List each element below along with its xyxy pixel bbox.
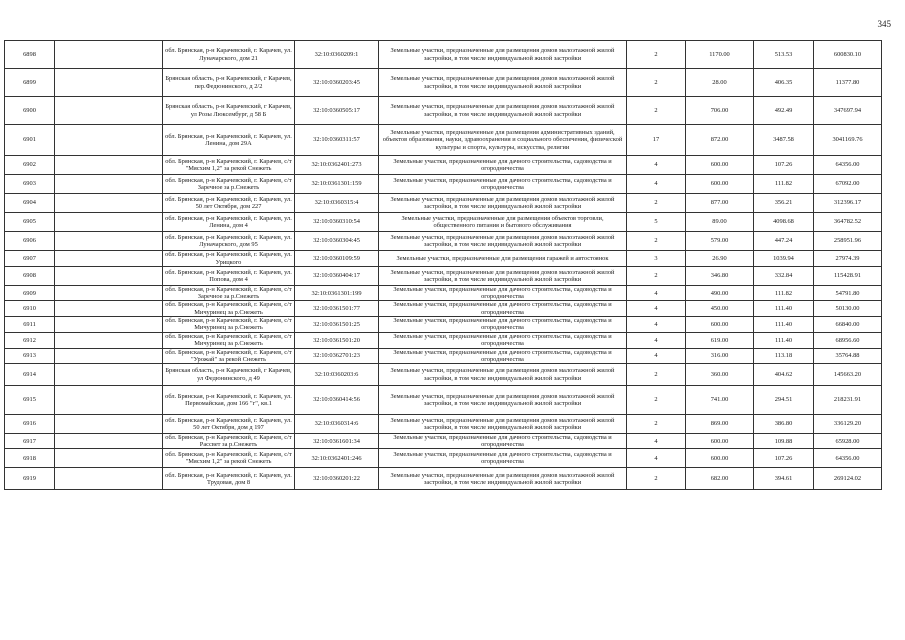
blank-cell — [55, 301, 163, 316]
address-cell: обл. Брянская, р-н Карачевский, г. Карачев, ул. Урицкого — [163, 251, 295, 267]
cadastral-value-cell: 364782.52 — [814, 213, 882, 232]
area-cell: 600.00 — [686, 175, 754, 194]
table-row — [5, 232, 882, 251]
area-cell: 1170.00 — [686, 41, 754, 69]
cadastral-value-cell: 35764.88 — [814, 348, 882, 363]
specific-value-cell: 294.51 — [754, 386, 814, 415]
land-use-cell: Земельные участки, предназначенные для дачного строительства, садоводства и огородничества — [379, 301, 627, 316]
area-cell: 706.00 — [686, 97, 754, 125]
blank-cell — [55, 332, 163, 348]
address-cell: Брянская область, р-н Карачевский, г Карачев, пер.Федюнинского, д 2/2 — [163, 69, 295, 97]
cadastral-number-cell: 32:10:0360315:4 — [295, 194, 379, 213]
use-group-cell: 2 — [627, 194, 686, 213]
use-group-cell: 3 — [627, 251, 686, 267]
area-cell: 682.00 — [686, 468, 754, 490]
land-use-cell: Земельные участки, предназначенные для размещения объектов торговли, общественного питания и бытового обслуживания — [379, 213, 627, 232]
row-number: 6916 — [5, 415, 55, 434]
use-group-cell: 4 — [627, 449, 686, 468]
cadastral-number-cell: 32:10:0360109:59 — [295, 251, 379, 267]
blank-cell — [55, 125, 163, 156]
page-number: 345 — [877, 19, 891, 29]
land-use-cell: Земельные участки, предназначенные для размещения домов малоэтажной жилой застройки, в том числе индивидуальной жилой застройки — [379, 386, 627, 415]
area-cell: 490.00 — [686, 286, 754, 301]
cadastral-value-cell: 68956.60 — [814, 332, 882, 348]
row-number: 6905 — [5, 213, 55, 232]
land-use-cell: Земельные участки, предназначенные для размещения домов малоэтажной жилой застройки, в том числе индивидуальной жилой застройки — [379, 267, 627, 286]
specific-value-cell: 109.88 — [754, 434, 814, 449]
address-cell: обл. Брянская, р-н Карачевский, г. Карачев, с/т Мичуринец за р.Снежеть — [163, 301, 295, 316]
cadastral-number-cell: 32:10:0361601:34 — [295, 434, 379, 449]
cadastral-value-cell: 66840.00 — [814, 316, 882, 332]
specific-value-cell: 513.53 — [754, 41, 814, 69]
table-row — [5, 386, 882, 415]
area-cell: 619.00 — [686, 332, 754, 348]
cadastral-value-cell: 65928.00 — [814, 434, 882, 449]
cadastral-value-cell: 347697.94 — [814, 97, 882, 125]
table-row — [5, 175, 882, 194]
specific-value-cell: 113.18 — [754, 348, 814, 363]
table-row — [5, 332, 882, 348]
blank-cell — [55, 156, 163, 175]
area-cell: 741.00 — [686, 386, 754, 415]
row-number: 6907 — [5, 251, 55, 267]
use-group-cell: 4 — [627, 332, 686, 348]
cadastral-value-cell: 312396.17 — [814, 194, 882, 213]
specific-value-cell: 492.49 — [754, 97, 814, 125]
row-number: 6919 — [5, 468, 55, 490]
cadastral-value-cell: 50130.00 — [814, 301, 882, 316]
land-use-cell: Земельные участки, предназначенные для дачного строительства, садоводства и огородничества — [379, 332, 627, 348]
table-row — [5, 97, 882, 125]
table-row — [5, 348, 882, 363]
cadastral-number-cell: 32:10:0360209:1 — [295, 41, 379, 69]
blank-cell — [55, 415, 163, 434]
cadastral-value-table — [4, 40, 882, 490]
row-number: 6917 — [5, 434, 55, 449]
use-group-cell: 2 — [627, 41, 686, 69]
cadastral-number-cell: 32:10:0361501:20 — [295, 332, 379, 348]
land-use-cell: Земельные участки, предназначенные для размещения домов малоэтажной жилой застройки, в том числе индивидуальной жилой застройки — [379, 415, 627, 434]
table-row — [5, 251, 882, 267]
cadastral-number-cell: 32:10:0361301:159 — [295, 175, 379, 194]
use-group-cell: 2 — [627, 468, 686, 490]
specific-value-cell: 111.82 — [754, 286, 814, 301]
row-number: 6902 — [5, 156, 55, 175]
cadastral-number-cell: 32:10:0362701:23 — [295, 348, 379, 363]
row-number: 6918 — [5, 449, 55, 468]
address-cell: обл. Брянская, р-н Карачевский, г. Карачев, ул. Трудовая, дом 8 — [163, 468, 295, 490]
cadastral-value-cell: 27974.39 — [814, 251, 882, 267]
row-number: 6912 — [5, 332, 55, 348]
blank-cell — [55, 175, 163, 194]
blank-cell — [55, 348, 163, 363]
row-number: 6914 — [5, 364, 55, 386]
use-group-cell: 2 — [627, 232, 686, 251]
blank-cell — [55, 41, 163, 69]
use-group-cell: 4 — [627, 156, 686, 175]
use-group-cell: 2 — [627, 267, 686, 286]
specific-value-cell: 111.82 — [754, 175, 814, 194]
cadastral-value-cell: 3041169.76 — [814, 125, 882, 156]
land-use-cell: Земельные участки, предназначенные для дачного строительства, садоводства и огородничества — [379, 316, 627, 332]
row-number: 6915 — [5, 386, 55, 415]
blank-cell — [55, 69, 163, 97]
table-row — [5, 364, 882, 386]
area-cell: 28.00 — [686, 69, 754, 97]
cadastral-number-cell: 32:10:0360310:54 — [295, 213, 379, 232]
row-number: 6901 — [5, 125, 55, 156]
table-row — [5, 301, 882, 316]
address-cell: обл. Брянская, р-н Карачевский, г. Карачев, ул. Попова, дом 4 — [163, 267, 295, 286]
area-cell: 877.00 — [686, 194, 754, 213]
address-cell: обл. Брянская, р-н Карачевский, г. Карачев, с/т Мичуринец за р.Снежеть — [163, 332, 295, 348]
address-cell: обл. Брянская, р-н Карачевский, г. Карачев, ул. Ленина, дом 29А — [163, 125, 295, 156]
area-cell: 872.00 — [686, 125, 754, 156]
use-group-cell: 2 — [627, 386, 686, 415]
land-use-cell: Земельные участки, предназначенные для размещения гаражей и автостоянок — [379, 251, 627, 267]
cadastral-number-cell: 32:10:0360203:45 — [295, 69, 379, 97]
specific-value-cell: 4098.68 — [754, 213, 814, 232]
address-cell: Брянская область, р-н Карачевский, г Карачев, ул Розы Люксембург, д 58 Б — [163, 97, 295, 125]
use-group-cell: 17 — [627, 125, 686, 156]
use-group-cell: 2 — [627, 69, 686, 97]
area-cell: 600.00 — [686, 434, 754, 449]
row-number: 6909 — [5, 286, 55, 301]
land-use-cell: Земельные участки, предназначенные для дачного строительства, садоводства и огородничества — [379, 175, 627, 194]
specific-value-cell: 406.35 — [754, 69, 814, 97]
use-group-cell: 4 — [627, 316, 686, 332]
land-use-cell: Земельные участки, предназначенные для дачного строительства, садоводства и огородничества — [379, 434, 627, 449]
area-cell: 360.00 — [686, 364, 754, 386]
use-group-cell: 5 — [627, 213, 686, 232]
area-cell: 600.00 — [686, 449, 754, 468]
blank-cell — [55, 251, 163, 267]
cadastral-number-cell: 32:10:0360304:45 — [295, 232, 379, 251]
cadastral-value-cell: 115428.91 — [814, 267, 882, 286]
blank-cell — [55, 316, 163, 332]
land-use-cell: Земельные участки, предназначенные для размещения домов малоэтажной жилой застройки, в том числе индивидуальной жилой застройки — [379, 232, 627, 251]
specific-value-cell: 111.40 — [754, 332, 814, 348]
specific-value-cell: 332.84 — [754, 267, 814, 286]
table-row — [5, 449, 882, 468]
cadastral-value-cell: 336129.20 — [814, 415, 882, 434]
cadastral-number-cell: 32:10:0360203:6 — [295, 364, 379, 386]
use-group-cell: 4 — [627, 175, 686, 194]
table-row — [5, 286, 882, 301]
cadastral-number-cell: 32:10:0362401:273 — [295, 156, 379, 175]
use-group-cell: 4 — [627, 286, 686, 301]
cadastral-value-cell: 54791.80 — [814, 286, 882, 301]
row-number: 6911 — [5, 316, 55, 332]
area-cell: 346.80 — [686, 267, 754, 286]
table-row — [5, 434, 882, 449]
land-use-cell: Земельные участки, предназначенные для дачного строительства, садоводства и огородничества — [379, 348, 627, 363]
land-use-cell: Земельные участки, предназначенные для размещения домов малоэтажной жилой застройки, в том числе индивидуальной жилой застройки — [379, 194, 627, 213]
area-cell: 89.00 — [686, 213, 754, 232]
blank-cell — [55, 434, 163, 449]
land-use-cell: Земельные участки, предназначенные для размещения домов малоэтажной жилой застройки, в том числе индивидуальной жилой застройки — [379, 364, 627, 386]
cadastral-value-cell: 269124.02 — [814, 468, 882, 490]
cadastral-value-cell: 258951.96 — [814, 232, 882, 251]
address-cell: обл. Брянская, р-н Карачевский, г. Карачев, ул. 50 лет Октября, дом д 197 — [163, 415, 295, 434]
specific-value-cell: 107.26 — [754, 156, 814, 175]
address-cell: обл. Брянская, р-н Карачевский, г. Карачев, с/т Рассвет за р.Снежеть — [163, 434, 295, 449]
specific-value-cell: 356.21 — [754, 194, 814, 213]
address-cell: обл. Брянская, р-н Карачевский, г. Карачев, ул. Первомайская, дом 166 "г", кв.1 — [163, 386, 295, 415]
row-number: 6906 — [5, 232, 55, 251]
address-cell: обл. Брянская, р-н Карачевский, г. Карачев, с/т "Мясхим 1,2" за рекой Снежеть — [163, 156, 295, 175]
cadastral-number-cell: 32:10:0360314:6 — [295, 415, 379, 434]
address-cell: обл. Брянская, р-н Карачевский, г. Карачев, ул. Ленина, дом 4 — [163, 213, 295, 232]
address-cell: обл. Брянская, р-н Карачевский, г. Карачев, с/т "Урожай" за рекой Снежеть — [163, 348, 295, 363]
address-cell: обл. Брянская, р-н Карачевский, г. Карачев, с/т Заречное за р.Снежеть — [163, 286, 295, 301]
row-number: 6903 — [5, 175, 55, 194]
blank-cell — [55, 267, 163, 286]
table-body — [5, 41, 882, 490]
row-number: 6900 — [5, 97, 55, 125]
table-row — [5, 41, 882, 69]
specific-value-cell: 404.62 — [754, 364, 814, 386]
land-use-cell: Земельные участки, предназначенные для размещения домов малоэтажной жилой застройки, в том числе индивидуальной жилой застройки — [379, 41, 627, 69]
address-cell: обл. Брянская, р-н Карачевский, г. Карачев, ул. Луначарского, дом 95 — [163, 232, 295, 251]
land-use-cell: Земельные участки, предназначенные для дачного строительства, садоводства и огородничества — [379, 156, 627, 175]
table-row — [5, 316, 882, 332]
address-cell: обл. Брянская, р-н Карачевский, г. Карачев, с/т Мичуринец за р.Снежеть — [163, 316, 295, 332]
area-cell: 600.00 — [686, 156, 754, 175]
blank-cell — [55, 386, 163, 415]
area-cell: 579.00 — [686, 232, 754, 251]
use-group-cell: 2 — [627, 97, 686, 125]
cadastral-number-cell: 32:10:0360505:17 — [295, 97, 379, 125]
blank-cell — [55, 468, 163, 490]
blank-cell — [55, 449, 163, 468]
blank-cell — [55, 286, 163, 301]
cadastral-value-cell: 218231.91 — [814, 386, 882, 415]
table-row — [5, 156, 882, 175]
area-cell: 450.00 — [686, 301, 754, 316]
address-cell: обл. Брянская, р-н Карачевский, г. Карачев, ул. 50 лет Октября, дом 227 — [163, 194, 295, 213]
cadastral-value-cell: 64356.00 — [814, 449, 882, 468]
specific-value-cell: 111.40 — [754, 316, 814, 332]
specific-value-cell: 1039.94 — [754, 251, 814, 267]
land-use-cell: Земельные участки, предназначенные для размещения домов малоэтажной жилой застройки, в том числе индивидуальной жилой застройки — [379, 468, 627, 490]
cadastral-value-cell: 64356.00 — [814, 156, 882, 175]
address-cell: обл. Брянская, р-н Карачевский, г. Карачев, с/т Заречное за р.Снежеть — [163, 175, 295, 194]
cadastral-value-cell: 600830.10 — [814, 41, 882, 69]
land-use-cell: Земельные участки, предназначенные для размещения административных зданий, объектов образования, науки, здравоохранения и социального обеспечения, физической культуры и спорта, культуры, искусства, религии — [379, 125, 627, 156]
table-row — [5, 267, 882, 286]
use-group-cell: 2 — [627, 364, 686, 386]
row-number: 6898 — [5, 41, 55, 69]
specific-value-cell: 447.24 — [754, 232, 814, 251]
cadastral-number-cell: 32:10:0360201:22 — [295, 468, 379, 490]
cadastral-number-cell: 32:10:0361501:25 — [295, 316, 379, 332]
area-cell: 869.00 — [686, 415, 754, 434]
row-number: 6908 — [5, 267, 55, 286]
cadastral-number-cell: 32:10:0360414:56 — [295, 386, 379, 415]
specific-value-cell: 386.80 — [754, 415, 814, 434]
specific-value-cell: 3487.58 — [754, 125, 814, 156]
table-row — [5, 194, 882, 213]
cadastral-number-cell: 32:10:0361301:199 — [295, 286, 379, 301]
use-group-cell: 4 — [627, 434, 686, 449]
address-cell: Брянская область, р-н Карачевский, г Карачев, ул Федюнинского, д 49 — [163, 364, 295, 386]
row-number: 6913 — [5, 348, 55, 363]
address-cell: обл. Брянская, р-н Карачевский, г. Карачев, с/т "Мясхим 1,2" за рекой Снежеть — [163, 449, 295, 468]
land-use-cell: Земельные участки, предназначенные для размещения домов малоэтажной жилой застройки, в том числе индивидуальной жилой застройки — [379, 97, 627, 125]
land-use-cell: Земельные участки, предназначенные для размещения домов малоэтажной жилой застройки, в том числе индивидуальной жилой застройки — [379, 69, 627, 97]
cadastral-value-cell: 145663.20 — [814, 364, 882, 386]
cadastral-number-cell: 32:10:0362401:246 — [295, 449, 379, 468]
land-use-cell: Земельные участки, предназначенные для дачного строительства, садоводства и огородничества — [379, 286, 627, 301]
area-cell: 26.90 — [686, 251, 754, 267]
use-group-cell: 2 — [627, 415, 686, 434]
specific-value-cell: 107.26 — [754, 449, 814, 468]
cadastral-number-cell: 32:10:0360404:17 — [295, 267, 379, 286]
row-number: 6904 — [5, 194, 55, 213]
blank-cell — [55, 232, 163, 251]
cadastral-value-cell: 67092.00 — [814, 175, 882, 194]
use-group-cell: 4 — [627, 301, 686, 316]
cadastral-number-cell: 32:10:0360311:57 — [295, 125, 379, 156]
table-row — [5, 213, 882, 232]
blank-cell — [55, 364, 163, 386]
use-group-cell: 4 — [627, 348, 686, 363]
blank-cell — [55, 194, 163, 213]
area-cell: 316.00 — [686, 348, 754, 363]
table-row — [5, 69, 882, 97]
blank-cell — [55, 213, 163, 232]
address-cell: обл. Брянская, р-н Карачевский, г. Карачев, ул. Луначарского, дом 21 — [163, 41, 295, 69]
specific-value-cell: 111.40 — [754, 301, 814, 316]
cadastral-value-cell: 11377.80 — [814, 69, 882, 97]
blank-cell — [55, 97, 163, 125]
row-number: 6910 — [5, 301, 55, 316]
table-row — [5, 415, 882, 434]
specific-value-cell: 394.61 — [754, 468, 814, 490]
area-cell: 600.00 — [686, 316, 754, 332]
row-number: 6899 — [5, 69, 55, 97]
table-row — [5, 125, 882, 156]
table-row — [5, 468, 882, 490]
land-use-cell: Земельные участки, предназначенные для дачного строительства, садоводства и огородничества — [379, 449, 627, 468]
cadastral-number-cell: 32:10:0361501:77 — [295, 301, 379, 316]
